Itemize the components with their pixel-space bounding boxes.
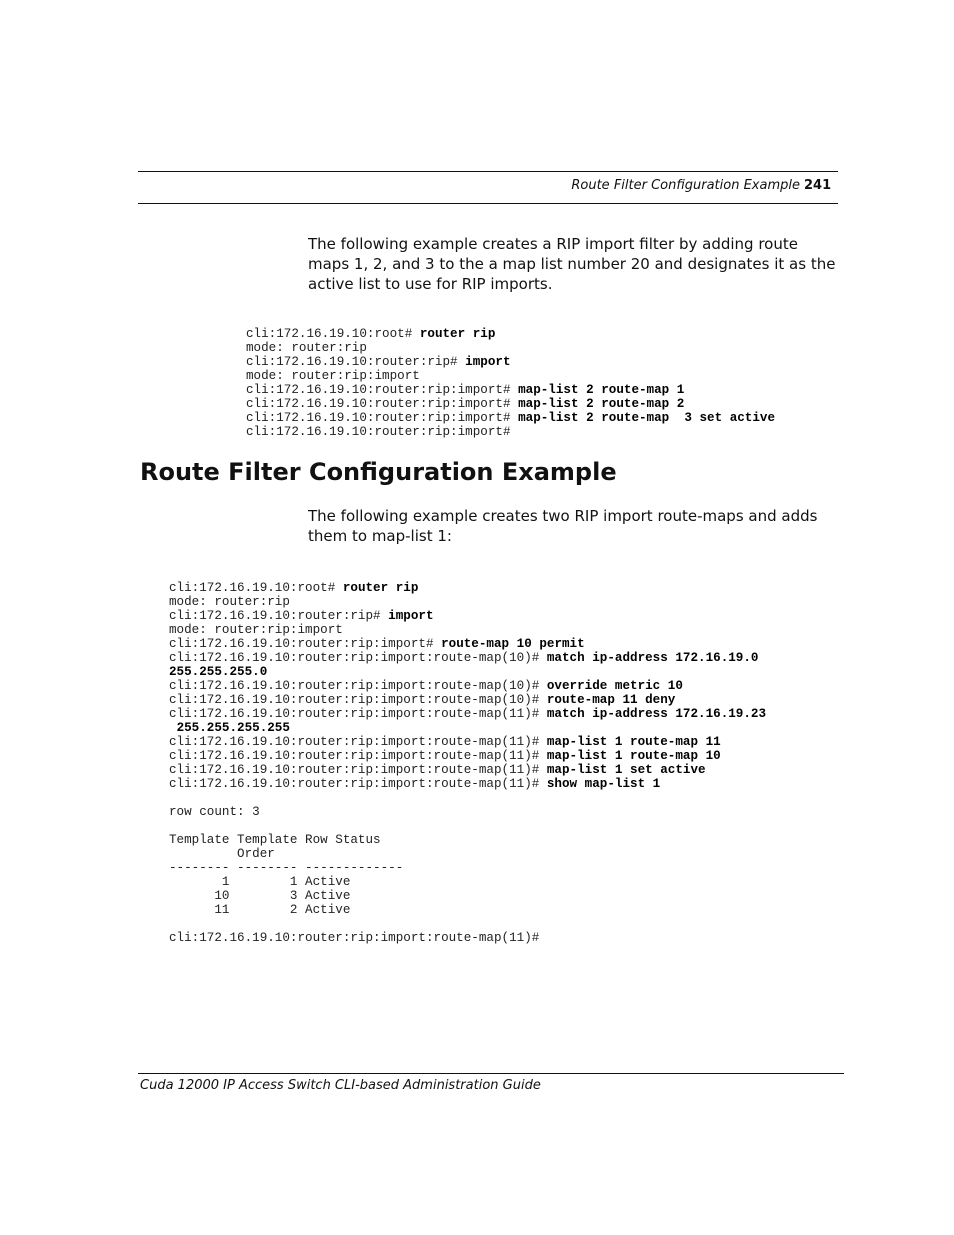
code-prompt: cli:172.16.19.10:router:rip:import:route-map(11)# xyxy=(169,777,547,791)
code-block-route-filter xyxy=(169,581,766,945)
code-prompt: cli:172.16.19.10:router:rip:import:route-map(10)# xyxy=(169,693,547,707)
page-number: 241 xyxy=(804,178,832,193)
code-prompt: cli:172.16.19.10:router:rip:import# xyxy=(246,411,519,425)
code-line xyxy=(246,341,367,355)
code-line xyxy=(169,693,675,707)
code-line xyxy=(169,623,343,637)
code-prompt: Template Template Row Status xyxy=(169,833,381,847)
code-prompt: cli:172.16.19.10:router:rip# xyxy=(169,609,389,623)
header-rule-bottom xyxy=(138,203,838,204)
code-line xyxy=(246,411,775,425)
code-line xyxy=(169,763,706,777)
code-line xyxy=(169,735,721,749)
code-command: map-list 1 route-map 11 xyxy=(546,735,721,749)
footer-text: Cuda 12000 IP Access Switch CLI-based Administration Guide xyxy=(140,1078,541,1093)
code-line xyxy=(169,903,350,917)
code-prompt: mode: router:rip:import xyxy=(169,623,343,637)
code-line xyxy=(169,595,290,609)
code-command: show map-list 1 xyxy=(546,777,661,791)
code-line xyxy=(169,707,766,721)
code-prompt: mode: router:rip xyxy=(246,341,367,355)
code-prompt: cli:172.16.19.10:router:rip:import# xyxy=(246,425,511,439)
section-paragraph: The following example creates two RIP import route-maps and adds them to map-list 1: xyxy=(308,507,818,545)
code-line xyxy=(246,327,495,341)
code-line xyxy=(169,581,418,595)
code-prompt: row count: 3 xyxy=(169,805,260,819)
code-line xyxy=(169,609,434,623)
code-prompt: Order xyxy=(169,847,275,861)
code-line xyxy=(169,679,683,693)
code-line xyxy=(246,355,511,369)
running-head: Route Filter Configuration Example xyxy=(571,178,800,193)
code-line xyxy=(169,777,660,791)
code-line xyxy=(169,847,275,861)
code-prompt: mode: router:rip xyxy=(169,595,290,609)
code-command: import xyxy=(388,609,434,623)
code-command: router rip xyxy=(342,581,419,595)
code-line xyxy=(169,833,381,847)
footer-rule xyxy=(138,1073,844,1074)
code-line xyxy=(169,721,290,735)
code-prompt: cli:172.16.19.10:router:rip:import:route-map(11)# xyxy=(169,735,547,749)
code-prompt: cli:172.16.19.10:router:rip:import:route-map(11)# xyxy=(169,931,540,945)
section-title: Route Filter Configuration Example xyxy=(140,458,617,486)
code-block-rip-import-filter xyxy=(246,327,775,439)
code-line xyxy=(169,749,721,763)
code-line xyxy=(169,637,585,651)
code-prompt: cli:172.16.19.10:router:rip:import# xyxy=(169,637,442,651)
code-prompt: cli:172.16.19.10:router:rip:import# xyxy=(246,383,519,397)
code-prompt: cli:172.16.19.10:router:rip:import:route-map(10)# xyxy=(169,651,547,665)
code-command: 255.255.255.0 xyxy=(169,665,268,679)
code-command: 255.255.255.255 xyxy=(176,721,290,735)
code-line xyxy=(169,805,260,819)
code-command: map-list 1 set active xyxy=(546,763,706,777)
code-prompt: mode: router:rip:import xyxy=(246,369,420,383)
code-command: match ip-address 172.16.19.23 xyxy=(546,707,767,721)
code-prompt: 10 3 Active xyxy=(169,889,351,903)
code-command: override metric 10 xyxy=(546,679,683,693)
code-prompt: -------- -------- ------------- xyxy=(169,861,404,875)
code-command: map-list 2 route-map 2 xyxy=(518,397,685,411)
code-prompt: cli:172.16.19.10:root# xyxy=(246,327,420,341)
code-command: map-list 2 route-map 1 xyxy=(518,383,685,397)
code-prompt: cli:172.16.19.10:router:rip# xyxy=(246,355,466,369)
code-prompt xyxy=(169,721,177,735)
code-prompt: 11 2 Active xyxy=(169,903,351,917)
code-prompt: cli:172.16.19.10:root# xyxy=(169,581,343,595)
code-prompt: cli:172.16.19.10:router:rip:import# xyxy=(246,397,519,411)
code-command: map-list 1 route-map 10 xyxy=(546,749,721,763)
code-command: import xyxy=(465,355,511,369)
code-command: match ip-address 172.16.19.0 xyxy=(546,651,759,665)
code-prompt: cli:172.16.19.10:router:rip:import:route-map(11)# xyxy=(169,707,547,721)
code-line xyxy=(169,875,350,889)
code-line xyxy=(169,889,350,903)
code-command: map-list 2 route-map 3 set active xyxy=(518,411,776,425)
code-line xyxy=(246,397,684,411)
code-prompt: cli:172.16.19.10:router:rip:import:route-map(11)# xyxy=(169,763,547,777)
code-line xyxy=(169,651,759,665)
code-line xyxy=(246,369,420,383)
code-line xyxy=(169,931,539,945)
header-rule-top xyxy=(138,171,838,172)
code-prompt: cli:172.16.19.10:router:rip:import:route-map(11)# xyxy=(169,749,547,763)
code-command: route-map 10 permit xyxy=(441,637,585,651)
code-line xyxy=(246,383,684,397)
code-command: route-map 11 deny xyxy=(546,693,676,707)
intro-paragraph: The following example creates a RIP import filter by adding route maps 1, 2, and 3 to the a map list number 20 and designates it as the active list to use for RIP imports. xyxy=(308,235,836,293)
code-command: router rip xyxy=(419,327,496,341)
code-prompt: cli:172.16.19.10:router:rip:import:route-map(10)# xyxy=(169,679,547,693)
code-line xyxy=(169,665,267,679)
code-line xyxy=(169,861,403,875)
code-prompt: 1 1 Active xyxy=(169,875,351,889)
code-line xyxy=(246,425,511,439)
